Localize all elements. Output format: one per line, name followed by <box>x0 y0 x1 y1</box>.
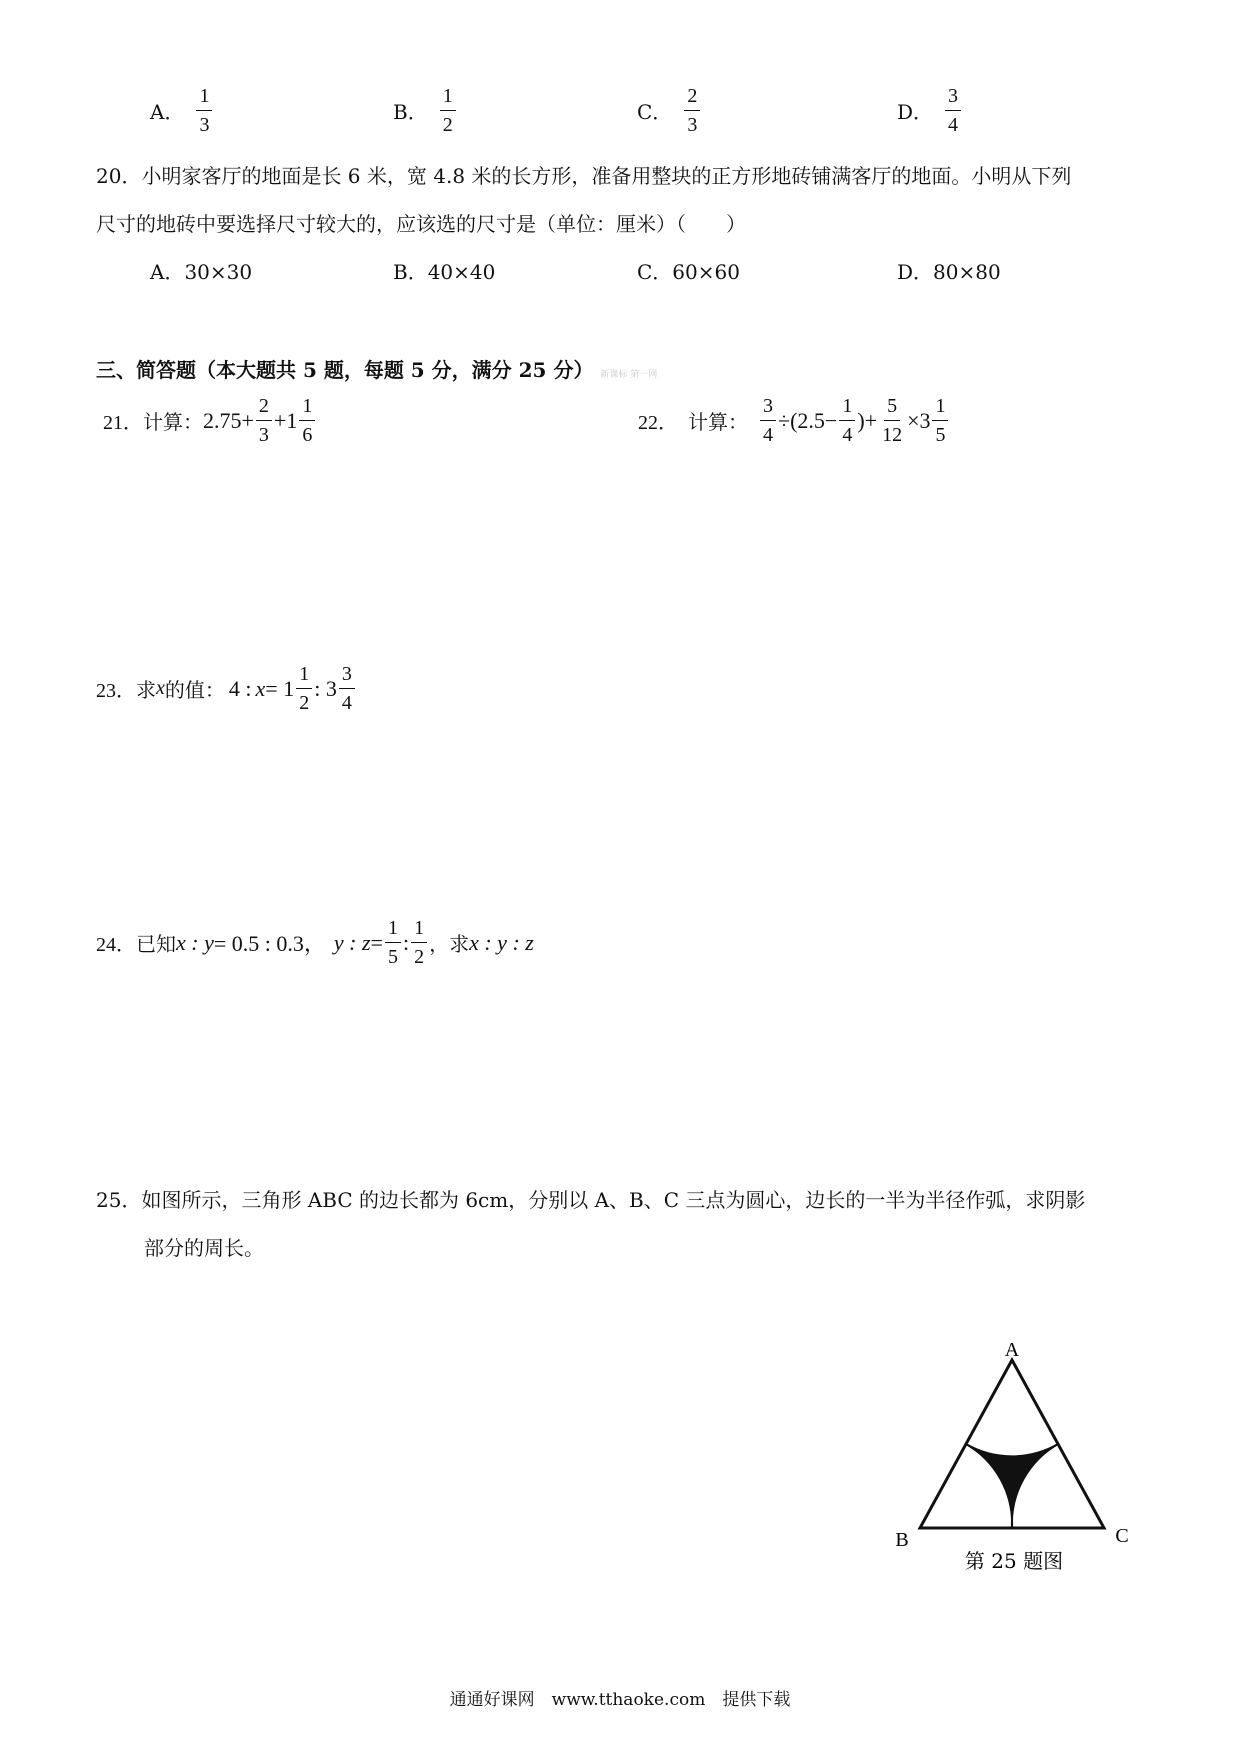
q19-option-c: C． $\frac{2}{3}$ <box>637 86 702 135</box>
page-footer: 通通好课网 www.tthaoke.com 提供下载 <box>449 1690 791 1710</box>
figure-caption: 第 25 题图 <box>964 1549 1064 1573</box>
q25-line2: 部分的周长。 <box>144 1236 264 1260</box>
q23: 23．求 x 的值： 4 : x = 1 $\frac{1}{2}$ : 3 $\frac{3}{4}$ <box>96 664 357 713</box>
q24: 24．已知 x : y = 0.5 : 0.3， y : z = $\frac{1}{5}$ : $\frac{1}{2}$ ，求 x : y : z <box>96 917 534 968</box>
section-3-title: 三、简答题（本大题共 5 题，每题 5 分，满分 25 分） 新课标 第一网 <box>96 358 658 382</box>
q20-option-d: D．80×80 <box>897 260 1001 284</box>
q25-figure <box>880 1340 1140 1580</box>
q20-line1: 20．小明家客厅的地面是长 6 米，宽 4.8 米的长方形，准备用整块的正方形地砖铺满客厅的地面。小明从下列 <box>96 164 1072 188</box>
q20-option-b: B．40×40 <box>393 260 496 284</box>
q25-line1: 25．如图所示，三角形 ABC 的边长都为 6cm，分别以 A、B、C 三点为圆心，边长的一半为半径作弧，求阴影 <box>96 1188 1086 1212</box>
q20-line2: 尺寸的地砖中要选择尺寸较大的，应该选的尺寸是（单位：厘米）（ ） <box>96 212 746 236</box>
shaded-region <box>966 1444 1058 1528</box>
watermark-text: 新课标 第一网 <box>600 370 658 380</box>
vertex-b-label: B <box>895 1529 909 1551</box>
q19-option-d: D． $\frac{3}{4}$ <box>897 86 963 135</box>
q20-option-c: C．60×60 <box>637 260 740 284</box>
q21: 21．计算： 2.75 + $\frac{2}{3}$ + 1 $\frac{1}{6}$ <box>103 396 317 445</box>
q19-option-b: B． $\frac{1}{2}$ <box>393 86 458 135</box>
q19-option-a: A． $\frac{1}{3}$ <box>150 86 214 135</box>
q20-option-a: A．30×30 <box>150 260 253 284</box>
q22: 22． 计算： $\frac{3}{4}$ ÷(2.5 − $\frac{1}{4}$ )+ $\frac{5}{12}$ ×3 $\frac{1}{5}$ <box>638 396 950 445</box>
vertex-c-label: C <box>1115 1525 1129 1547</box>
vertex-a-label: A <box>1004 1340 1020 1361</box>
